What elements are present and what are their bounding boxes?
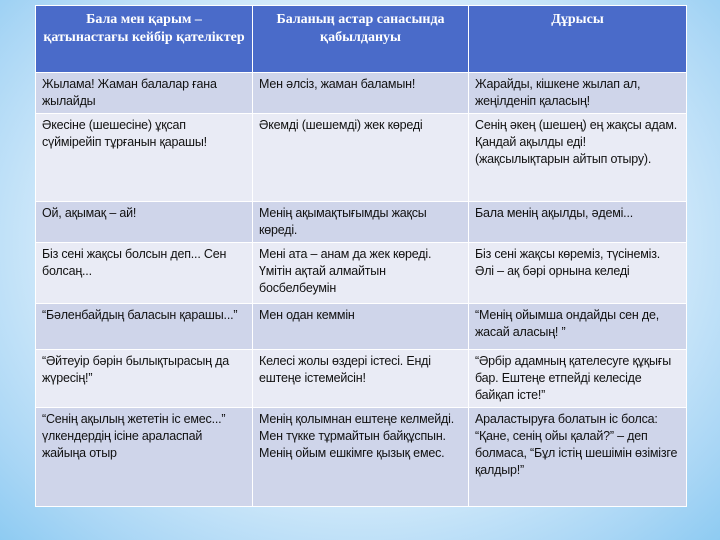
header-row: [36, 6, 687, 73]
header-child-perception: Баланың астар санасында қабылдануы: [253, 6, 469, 73]
cell-mistake: Әкесіне (шешесіне) ұқсап сүймірейіп тұрғанын қарашы!: [36, 114, 253, 202]
cell-mistake: “Әйтеуір бәрін былықтырасың да жүресің!”: [36, 350, 253, 408]
cell-perception: Келесі жолы өздері істесі. Енді ештеңе істемейсін!: [253, 350, 469, 408]
cell-correct: Жарайды, кішкене жылап ал, жеңілденіп қаласың!: [469, 73, 687, 114]
cell-mistake: Біз сені жақсы болсын деп... Сен болсаң...: [36, 243, 253, 304]
cell-mistake: Ой, ақымақ – ай!: [36, 202, 253, 243]
table-row: [36, 243, 687, 304]
cell-perception: Мен одан кеммін: [253, 304, 469, 350]
cell-perception: Менің ақымақтығымды жақсы көреді.: [253, 202, 469, 243]
table-row: [36, 114, 687, 202]
cell-correct: Араластыруға болатын іс болса: “Қане, сенің ойы қалай?” – деп болмаса, “Бұл істің шешімін өзімізге қалдыр!”: [469, 408, 687, 507]
cell-correct: Сенің әкең (шешең) ең жақсы адам. Қандай ақылды еді! (жақсылықтарын айтып отыру).: [469, 114, 687, 202]
table-row: [36, 304, 687, 350]
cell-perception: Мені ата – анам да жек көреді. Үмітін ақтай алмайтын босбелбеумін: [253, 243, 469, 304]
header-mistakes: Бала мен қарым – қатынастағы кейбір қателіктер: [36, 6, 253, 73]
cell-correct: “Әрбір адамның қателесуге құқығы бар. Ештеңе етпейді келесіде байқап істе!”: [469, 350, 687, 408]
cell-perception: Менің қолымнан ештеңе келмейді. Мен түкке тұрмайтын байқұспын. Менің ойым ешкімге қызық емес.: [253, 408, 469, 507]
cell-mistake: “Сенің ақылың жететін іс емес...” үлкендердің ісіне араласпай жайыңа отыр: [36, 408, 253, 507]
cell-mistake: Жылама! Жаман балалар ғана жылайды: [36, 73, 253, 114]
table-row: [36, 202, 687, 243]
cell-mistake: “Бәленбайдың баласын қарашы...”: [36, 304, 253, 350]
cell-correct: “Менің ойымша ондайды сен де, жасай аласың! ”: [469, 304, 687, 350]
cell-perception: Мен әлсіз, жаман баламын!: [253, 73, 469, 114]
cell-perception: Әкемді (шешемді) жек көреді: [253, 114, 469, 202]
header-correct: Дұрысы: [469, 6, 687, 73]
table-row: [36, 350, 687, 408]
table-row: [36, 73, 687, 114]
cell-correct: Біз сені жақсы көреміз, түсінеміз. Әлі – ақ бәрі орнына келеді: [469, 243, 687, 304]
parenting-mistakes-table: [35, 5, 687, 507]
cell-correct: Бала менің ақылды, әдемі...: [469, 202, 687, 243]
table-row: [36, 408, 687, 507]
